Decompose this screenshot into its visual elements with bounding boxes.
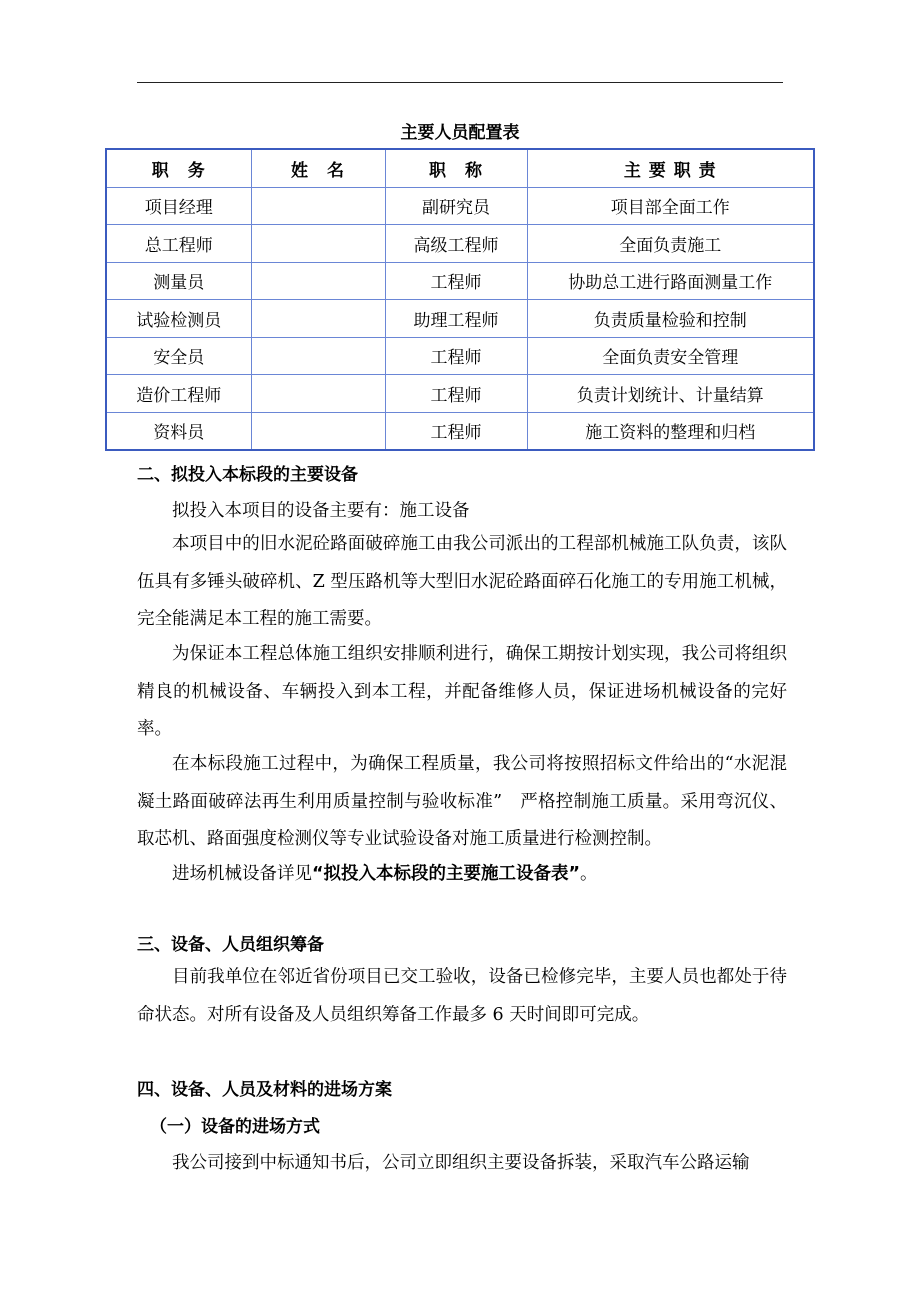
header-name: 姓 名 bbox=[251, 149, 385, 187]
cell-name bbox=[251, 187, 385, 225]
table-row bbox=[106, 187, 814, 225]
section-4-subheading: （一）设备的进场方式 bbox=[150, 1117, 320, 1137]
table-header-row bbox=[106, 149, 814, 187]
cell-duties: 负责质量检验和控制 bbox=[527, 300, 814, 338]
section-2-heading: 二、拟投入本标段的主要设备 bbox=[137, 465, 358, 485]
table-title: 主要人员配置表 bbox=[400, 123, 520, 143]
cell-name bbox=[251, 337, 385, 375]
cell-position: 资料员 bbox=[106, 412, 251, 450]
table-row bbox=[106, 412, 814, 450]
cell-position: 安全员 bbox=[106, 337, 251, 375]
section-2-paragraph-1: 本项目中的旧水泥砼路面破碎施工由我公司派出的工程部机械施工队负责，该队伍具有多锤头破碎机、Z 型压路机等大型旧水泥砼路面碎石化施工的专用施工机械，完全能满足本工程的施工需要。 bbox=[137, 534, 787, 629]
cell-name bbox=[251, 412, 385, 450]
p4-suffix: 。 bbox=[580, 864, 598, 884]
table-row bbox=[106, 262, 814, 300]
cell-name bbox=[251, 300, 385, 338]
section-3-heading: 三、设备、人员组织筹备 bbox=[137, 935, 324, 955]
p4-prefix: 进场机械设备详见 bbox=[172, 864, 312, 884]
cell-name bbox=[251, 225, 385, 263]
section-2-paragraph-3: 在本标段施工过程中，为确保工程质量，我公司将按照招标文件给出的“水泥混凝土路面破碎法再生利用质量控制与验收标准” 严格控制施工质量。采用弯沉仪、取芯机、路面强度检测仪等专业试验设备对施工质量进行检测控制。 bbox=[137, 754, 787, 849]
cell-title: 工程师 bbox=[385, 375, 527, 413]
cell-duties: 全面负责施工 bbox=[527, 225, 814, 263]
section-2-paragraph-2: 为保证本工程总体施工组织安排顺利进行，确保工期按计划实现，我公司将组织精良的机械设备、车辆投入到本工程，并配备维修人员，保证进场机械设备的完好率。 bbox=[137, 644, 787, 739]
cell-title: 助理工程师 bbox=[385, 300, 527, 338]
cell-title: 副研究员 bbox=[385, 187, 527, 225]
section-3-paragraph-1: 目前我单位在邻近省份项目已交工验收，设备已检修完毕，主要人员也都处于待命状态。对所有设备及人员组织筹备工作最多 6 天时间即可完成。 bbox=[137, 967, 787, 1025]
table-row bbox=[106, 300, 814, 338]
cell-duties: 协助总工进行路面测量工作 bbox=[527, 262, 814, 300]
header-position: 职 务 bbox=[106, 149, 251, 187]
cell-name bbox=[251, 375, 385, 413]
cell-duties: 负责计划统计、计量结算 bbox=[527, 375, 814, 413]
cell-position: 总工程师 bbox=[106, 225, 251, 263]
cell-name bbox=[251, 262, 385, 300]
section-2-paragraph-4 bbox=[172, 860, 598, 885]
cell-position: 试验检测员 bbox=[106, 300, 251, 338]
table-row bbox=[106, 225, 814, 263]
cell-title: 工程师 bbox=[385, 337, 527, 375]
table-row bbox=[106, 337, 814, 375]
cell-duties: 项目部全面工作 bbox=[527, 187, 814, 225]
section-2-intro: 拟投入本项目的设备主要有：施工设备 bbox=[172, 501, 470, 521]
cell-duties: 全面负责安全管理 bbox=[527, 337, 814, 375]
cell-position: 项目经理 bbox=[106, 187, 251, 225]
cell-title: 高级工程师 bbox=[385, 225, 527, 263]
header-rule bbox=[137, 82, 783, 83]
header-title: 职 称 bbox=[385, 149, 527, 187]
cell-position: 造价工程师 bbox=[106, 375, 251, 413]
section-4-paragraph-1: 我公司接到中标通知书后，公司立即组织主要设备拆装，采取汽车公路运输 bbox=[172, 1153, 750, 1173]
section-4-heading: 四、设备、人员及材料的进场方案 bbox=[137, 1080, 392, 1100]
equipment-table-reference: “拟投入本标段的主要施工设备表” bbox=[312, 864, 581, 884]
cell-duties: 施工资料的整理和归档 bbox=[527, 412, 814, 450]
header-duties: 主 要 职 责 bbox=[527, 149, 814, 187]
cell-title: 工程师 bbox=[385, 412, 527, 450]
staff-table bbox=[105, 148, 815, 451]
table-row bbox=[106, 375, 814, 413]
cell-title: 工程师 bbox=[385, 262, 527, 300]
cell-position: 测量员 bbox=[106, 262, 251, 300]
